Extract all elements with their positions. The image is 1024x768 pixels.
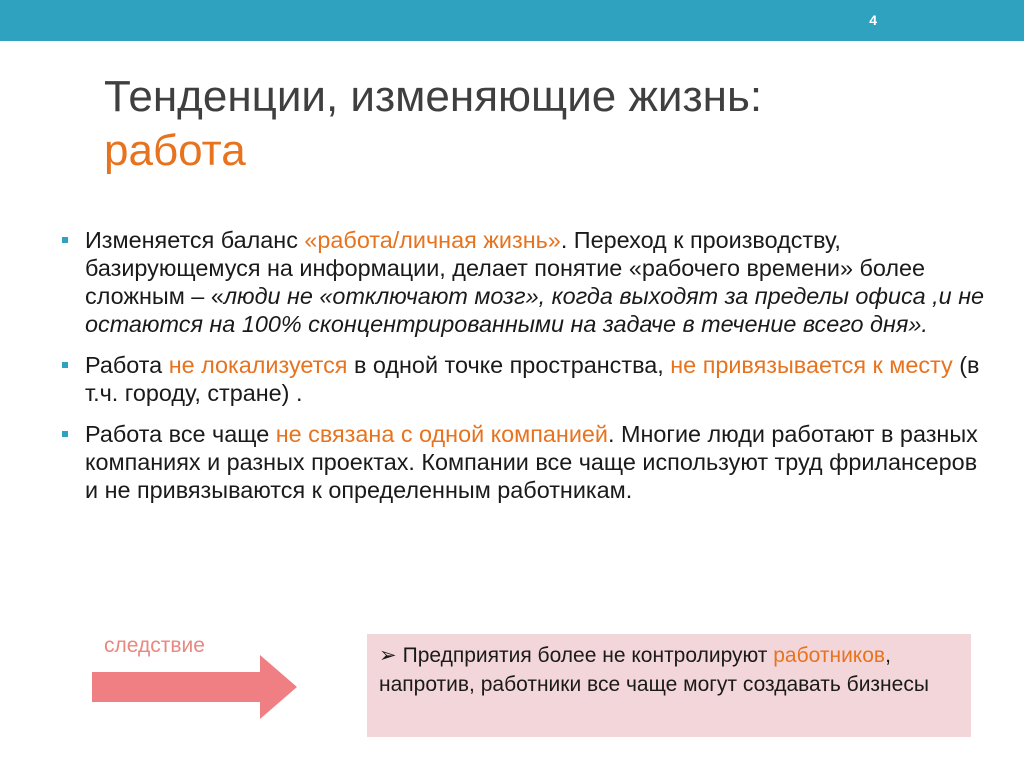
bullet-text: Работа все чаще xyxy=(85,421,276,447)
top-bar xyxy=(0,0,1024,41)
box-text: , напротив, работники все чаще могут создавать бизнесы xyxy=(379,644,929,696)
bullet-list xyxy=(62,226,987,517)
bullet-text: Изменяется баланс xyxy=(85,227,305,253)
bullet-text: . Переход к производству, базирующемуся на информации, делает понятие «рабочего времени» более сложным – « xyxy=(85,227,926,309)
bullet-square-icon xyxy=(62,237,68,243)
consequence-label: следствие xyxy=(104,634,205,657)
slide-title xyxy=(104,70,964,178)
bullet-text: Работа xyxy=(85,352,169,378)
bullet-item xyxy=(62,351,987,407)
bullet-text: . Многие люди работают в разных компаниях и разных проектах. Компании все чаще используют труд фрилансеров и не привязываются к определенным работникам. xyxy=(85,421,978,503)
bullet-item xyxy=(62,226,987,338)
box-text: Предприятия более не контролируют xyxy=(402,644,774,667)
bullet-square-icon xyxy=(62,431,68,437)
bullet-highlight: не связана с одной компанией xyxy=(275,421,608,447)
bullet-highlight: не привязывается к месту xyxy=(670,352,953,378)
bullet-quote: люди не «отключают мозг», когда выходят за пределы офиса ,и не остаются на 100% сконцентрированными на задаче в течение всего дня». xyxy=(85,283,985,337)
arrow-shape xyxy=(92,655,297,719)
bullet-highlight: не локализуется xyxy=(168,352,348,378)
chevron-right-icon: ➢ xyxy=(379,644,397,667)
title-line-1: Тенденции, изменяющие жизнь: xyxy=(104,72,763,121)
bullet-square-icon xyxy=(62,362,68,368)
bullet-text: (в т.ч. городу, стране) . xyxy=(85,352,980,406)
box-highlight: работников xyxy=(773,644,886,667)
slide-number: 4 xyxy=(869,12,877,28)
title-accent: работа xyxy=(104,126,246,175)
bullet-text: в одной точке пространства, xyxy=(347,352,671,378)
bullet-item xyxy=(62,420,987,504)
bullet-highlight: «работа/личная жизнь» xyxy=(304,227,561,253)
conclusion-box xyxy=(367,634,971,737)
right-arrow-icon xyxy=(92,655,297,719)
